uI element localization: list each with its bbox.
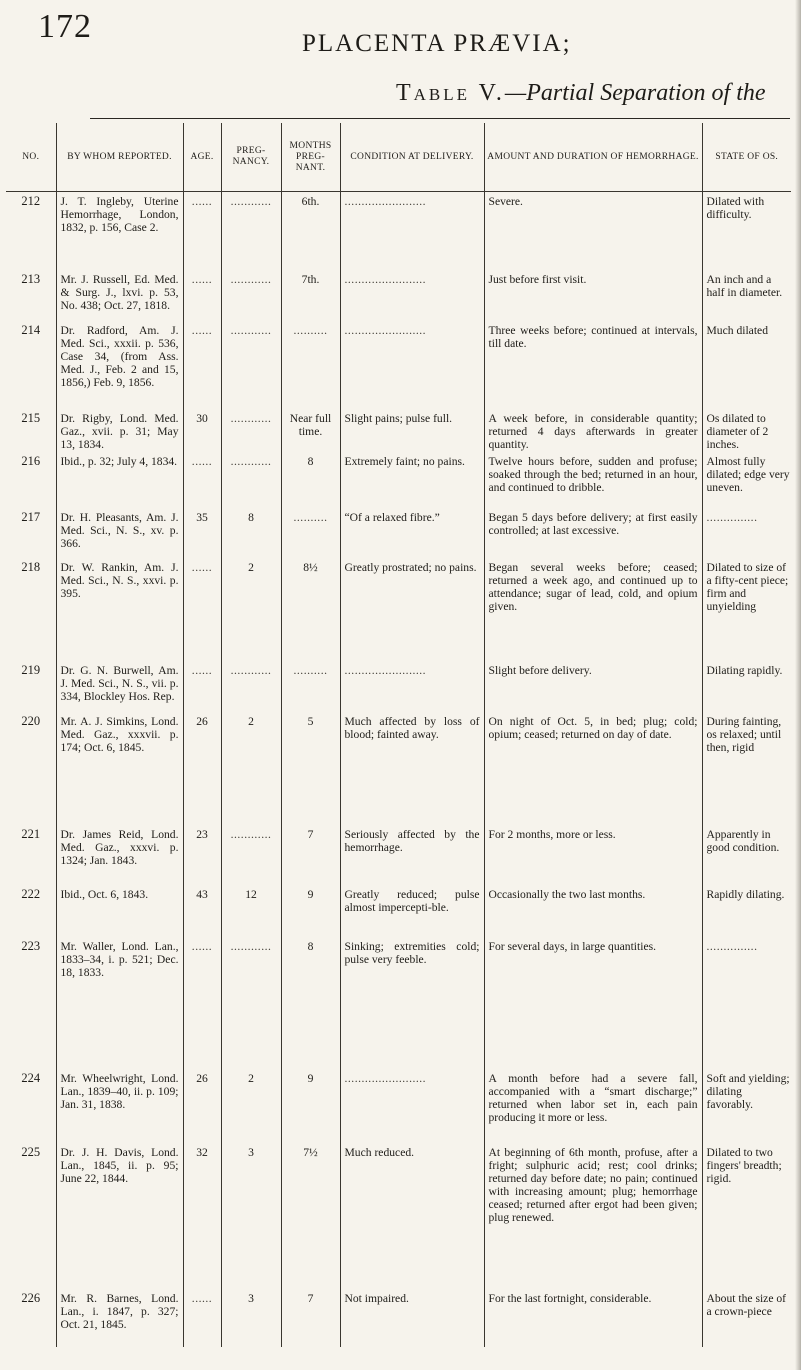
cell-amount: For 2 months, more or less. (484, 825, 702, 885)
cell-os: Dilated to two fingers' breadth; rigid. (702, 1143, 791, 1289)
cell-pregnancy: 3 (221, 1143, 281, 1289)
cell-months: Near full time. (281, 409, 340, 452)
cell-os: Dilated with difficulty. (702, 192, 791, 270)
cell-reporter: Dr. Rigby, Lond. Med. Gaz., xvii. p. 31; May 13, 1834. (56, 409, 183, 452)
header-row (6, 123, 791, 192)
cell-age: 43 (183, 885, 221, 937)
cell-reporter: Mr. Waller, Lond. Lan., 1833–34, i. p. 521; Dec. 18, 1833. (56, 937, 183, 1069)
cell-months: 7th. (281, 270, 340, 321)
cell-no: 216 (21, 453, 41, 468)
cell-months: 8½ (281, 558, 340, 661)
table-label: Table V. (396, 80, 505, 106)
cell-no: 220 (21, 713, 41, 728)
table-row (6, 270, 791, 321)
cell-reporter: Mr. J. Russell, Ed. Med. & Surg. J., lxvi. p. 53, No. 438; Oct. 27, 1818. (56, 270, 183, 321)
cell-age: ...... (183, 192, 221, 270)
cell-no: 224 (21, 1070, 41, 1085)
cell-age: 26 (183, 1069, 221, 1143)
cell-condition: ........................ (340, 270, 484, 321)
col-header-months: MONTHS PREG- NANT. (281, 123, 340, 192)
cell-amount: For the last fortnight, considerable. (484, 1289, 702, 1347)
cell-condition: ........................ (340, 1069, 484, 1143)
table-row (6, 712, 791, 825)
cell-age: 35 (183, 508, 221, 558)
cell-reporter: Dr. Radford, Am. J. Med. Sci., xxxii. p. 536, Case 34, (from Ass. Med. J., Feb. 2 and 15, 1856,) Feb. 9, 1856. (56, 321, 183, 409)
cell-condition: “Of a relaxed fibre.” (340, 508, 484, 558)
cell-months: 5 (281, 712, 340, 825)
table-row (6, 1289, 791, 1347)
cell-amount: Just before first visit. (484, 270, 702, 321)
col-header-age: AGE. (183, 123, 221, 192)
table-row (6, 409, 791, 452)
cell-months: 7 (281, 825, 340, 885)
cell-age: ...... (183, 661, 221, 712)
cell-amount: For several days, in large quantities. (484, 937, 702, 1069)
cell-amount: A month before had a severe fall, accompanied with a “smart discharge;” returned when labor set in, each pain producing it more or less. (484, 1069, 702, 1143)
cell-reporter: Mr. R. Barnes, Lond. Lan., i. 1847, p. 327; Oct. 21, 1845. (56, 1289, 183, 1347)
table-row (6, 1143, 791, 1289)
cell-reporter: Ibid., Oct. 6, 1843. (56, 885, 183, 937)
cell-no: 222 (21, 886, 41, 901)
cell-os: Dilated to size of a fifty-cent piece; firm and unyielding (702, 558, 791, 661)
cell-condition: Extremely faint; no pains. (340, 452, 484, 508)
case-table (6, 123, 791, 1347)
cell-no: 226 (21, 1290, 41, 1305)
cell-pregnancy: ............ (221, 270, 281, 321)
cell-amount: Three weeks before; continued at intervals, till date. (484, 321, 702, 409)
running-head: PLACENTA PRÆVIA; (302, 30, 572, 57)
cell-pregnancy: ............ (221, 409, 281, 452)
cell-age: 26 (183, 712, 221, 825)
cell-months: .......... (281, 661, 340, 712)
cell-pregnancy: ............ (221, 825, 281, 885)
cell-amount: At beginning of 6th month, profuse, after a fright; sulphuric acid; rest; cool drinks; returned day before date; no pain; continued with increasing amount; plug; hemorrhage ceased; returned after ergot had been given; plug renewed. (484, 1143, 702, 1289)
cell-pregnancy: ............ (221, 321, 281, 409)
col-header-pregnancy: PREG- NANCY. (221, 123, 281, 192)
cell-no: 212 (21, 194, 41, 208)
cell-pregnancy: 2 (221, 558, 281, 661)
cell-age: ...... (183, 937, 221, 1069)
page-number: 172 (38, 8, 92, 45)
cell-months: .......... (281, 508, 340, 558)
cell-amount: Slight before delivery. (484, 661, 702, 712)
cell-age: 23 (183, 825, 221, 885)
cell-age: ...... (183, 321, 221, 409)
table-row (6, 321, 791, 409)
cell-os: Rapidly dilating. (702, 885, 791, 937)
cell-condition: ........................ (340, 192, 484, 270)
cell-condition: Greatly reduced; pulse almost impercepti-ble. (340, 885, 484, 937)
cell-reporter: Mr. Wheelwright, Lond. Lan., 1839–40, ii. p. 109; Jan. 31, 1838. (56, 1069, 183, 1143)
cell-reporter: J. T. Ingleby, Uterine Hemorrhage, London, 1832, p. 156, Case 2. (56, 192, 183, 270)
col-header-amount: AMOUNT AND DURATION OF HEMORRHAGE. (484, 123, 702, 192)
cell-condition: Not impaired. (340, 1289, 484, 1347)
cell-os: Soft and yielding; dilating favorably. (702, 1069, 791, 1143)
cell-reporter: Mr. A. J. Simkins, Lond. Med. Gaz., xxxvii. p. 174; Oct. 6, 1845. (56, 712, 183, 825)
cell-os: Os dilated to diameter of 2 inches. (702, 409, 791, 452)
cell-age: 30 (183, 409, 221, 452)
table-row (6, 825, 791, 885)
cell-no: 225 (21, 1144, 41, 1159)
cell-no: 213 (21, 271, 41, 286)
cell-pregnancy: 3 (221, 1289, 281, 1347)
cell-condition: Much affected by loss of blood; fainted away. (340, 712, 484, 825)
cell-no: 219 (21, 662, 41, 677)
col-header-condition: CONDITION AT DELIVERY. (340, 123, 484, 192)
table-row (6, 558, 791, 661)
cell-amount: Began 5 days before delivery; at first easily controlled; at last excessive. (484, 508, 702, 558)
table-row (6, 1069, 791, 1143)
table-row (6, 508, 791, 558)
cell-age: ...... (183, 452, 221, 508)
top-rule (90, 118, 790, 119)
cell-months: 9 (281, 1069, 340, 1143)
cell-os: During fainting, os relaxed; until then, rigid (702, 712, 791, 825)
table-row (6, 192, 791, 270)
cell-reporter: Dr. G. N. Burwell, Am. J. Med. Sci., N. S., vii. p. 334, Blockley Hos. Rep. (56, 661, 183, 712)
cell-no: 221 (21, 826, 41, 841)
cell-pregnancy: ............ (221, 937, 281, 1069)
cell-months: 7½ (281, 1143, 340, 1289)
cell-condition: Much reduced. (340, 1143, 484, 1289)
table-subtitle: —Partial Separation of the (504, 80, 766, 106)
cell-amount: Occasionally the two last months. (484, 885, 702, 937)
cell-pregnancy: 2 (221, 712, 281, 825)
cell-os: ............... (702, 937, 791, 1069)
cell-pregnancy: 12 (221, 885, 281, 937)
col-header-reporter: BY WHOM REPORTED. (56, 123, 183, 192)
table-row (6, 885, 791, 937)
cell-os: Dilating rapidly. (702, 661, 791, 712)
cell-condition: Greatly prostrated; no pains. (340, 558, 484, 661)
cell-age: ...... (183, 558, 221, 661)
cell-pregnancy: ............ (221, 192, 281, 270)
cell-months: 9 (281, 885, 340, 937)
cell-months: .......... (281, 321, 340, 409)
cell-amount: Twelve hours before, sudden and profuse; soaked through the bed; returned in an hour, and continued to dribble. (484, 452, 702, 508)
cell-age: ...... (183, 270, 221, 321)
cell-age: 32 (183, 1143, 221, 1289)
cell-amount: On night of Oct. 5, in bed; plug; cold; opium; ceased; returned on day of date. (484, 712, 702, 825)
cell-condition: Slight pains; pulse full. (340, 409, 484, 452)
cell-os: About the size of a crown-piece (702, 1289, 791, 1347)
col-header-no: NO. (6, 123, 56, 192)
table-row (6, 452, 791, 508)
cell-reporter: Ibid., p. 32; July 4, 1834. (56, 452, 183, 508)
table-row (6, 661, 791, 712)
cell-reporter: Dr. James Reid, Lond. Med. Gaz., xxxvi. p. 1324; Jan. 1843. (56, 825, 183, 885)
cell-condition: ........................ (340, 661, 484, 712)
cell-os: ............... (702, 508, 791, 558)
page-edge-shadow (795, 0, 801, 1370)
table-row (6, 937, 791, 1069)
cell-amount: Severe. (484, 192, 702, 270)
table-title (396, 80, 766, 107)
cell-os: An inch and a half in diameter. (702, 270, 791, 321)
cell-reporter: Dr. H. Pleasants, Am. J. Med. Sci., N. S., xv. p. 366. (56, 508, 183, 558)
cell-no: 214 (21, 322, 41, 337)
cell-no: 217 (21, 509, 41, 524)
cell-reporter: Dr. J. H. Davis, Lond. Lan., 1845, ii. p. 95; June 22, 1844. (56, 1143, 183, 1289)
cell-no: 218 (21, 559, 41, 574)
cell-months: 8 (281, 937, 340, 1069)
cell-months: 8 (281, 452, 340, 508)
cell-reporter: Dr. W. Rankin, Am. J. Med. Sci., N. S., xxvi. p. 395. (56, 558, 183, 661)
cell-os: Apparently in good condition. (702, 825, 791, 885)
cell-condition: Sinking; extremities cold; pulse very feeble. (340, 937, 484, 1069)
cell-condition: Seriously affected by the hemorrhage. (340, 825, 484, 885)
cell-pregnancy: ............ (221, 452, 281, 508)
cell-os: Almost fully dilated; edge very uneven. (702, 452, 791, 508)
cell-amount: A week before, in considerable quantity; returned 4 days afterwards in greater quantity. (484, 409, 702, 452)
cell-pregnancy: 2 (221, 1069, 281, 1143)
cell-no: 223 (21, 938, 41, 953)
cell-months: 7 (281, 1289, 340, 1347)
col-header-os: STATE OF OS. (702, 123, 791, 192)
cell-condition: ........................ (340, 321, 484, 409)
cell-months: 6th. (281, 192, 340, 270)
cell-os: Much dilated (702, 321, 791, 409)
cell-amount: Began several weeks before; ceased; returned a week ago, and continued up to attendance; sugar of lead, cold, and opium given. (484, 558, 702, 661)
cell-no: 215 (21, 410, 41, 425)
cell-age: ...... (183, 1289, 221, 1347)
cell-pregnancy: 8 (221, 508, 281, 558)
cell-pregnancy: ............ (221, 661, 281, 712)
